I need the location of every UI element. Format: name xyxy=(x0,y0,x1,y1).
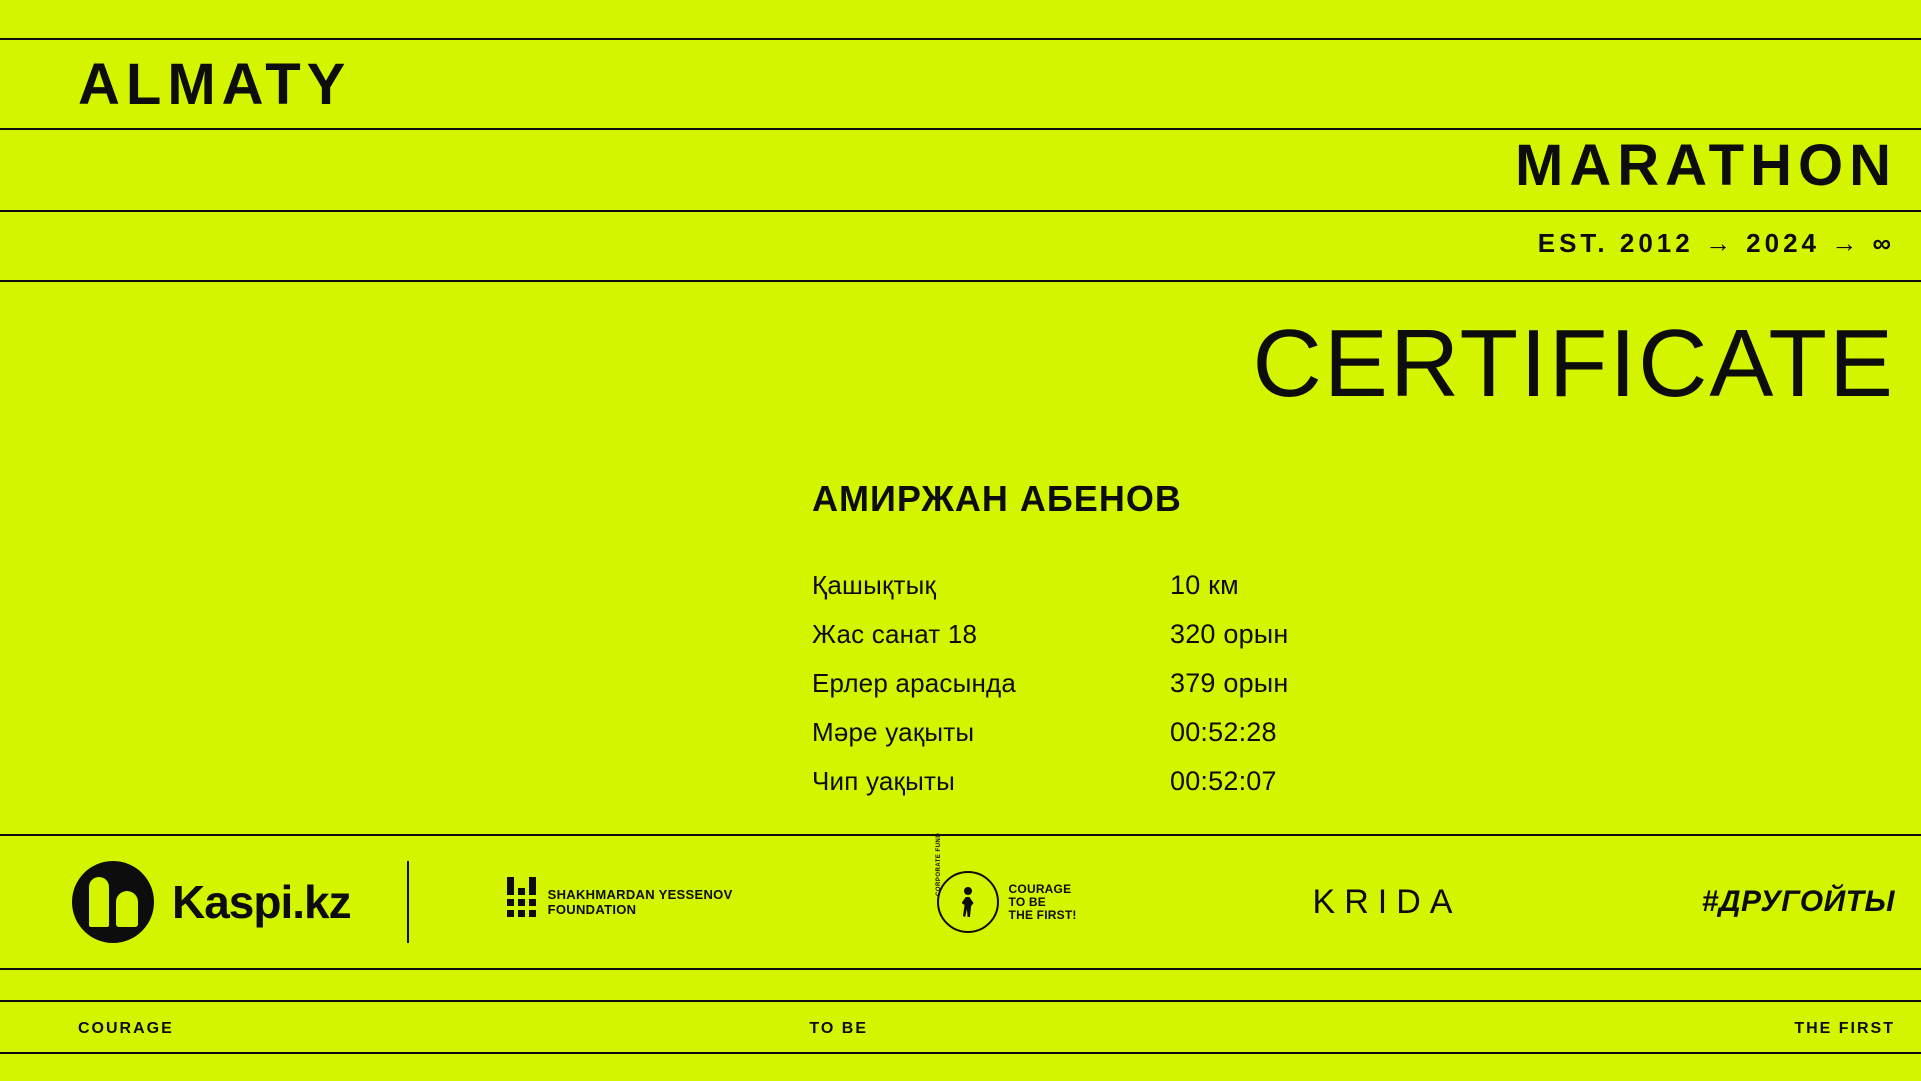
sponsor-krida: KRIDA xyxy=(1312,882,1462,921)
table-row xyxy=(812,717,1572,748)
established-line: EST. 2012 → 2024 → ∞ xyxy=(1537,228,1895,258)
corporate-line-2: TO BE xyxy=(1008,894,1046,909)
footer-rule-bottom xyxy=(0,1052,1921,1054)
result-label: Қашықтық xyxy=(812,570,937,600)
header-rule-3 xyxy=(0,210,1921,212)
footer-left: COURAGE xyxy=(78,1020,174,1037)
results-table xyxy=(812,570,1572,815)
result-value: 10 км xyxy=(1170,570,1239,600)
footer-rule-top xyxy=(0,1000,1921,1002)
yessenov-logo-icon xyxy=(507,888,536,917)
result-label: Мәре уақыты xyxy=(812,717,975,747)
sponsor-divider xyxy=(407,861,409,943)
runner-icon xyxy=(961,887,975,917)
sponsor-drugoyty: #ДРУГОЙТЫ xyxy=(1701,885,1895,918)
footer-right: THE FIRST xyxy=(1794,1020,1895,1037)
result-value: 00:52:07 xyxy=(1170,766,1277,796)
footer-middle: TO BE xyxy=(809,1020,868,1037)
table-row xyxy=(812,766,1572,797)
athlete-name: АМИРЖАН АБЕНОВ xyxy=(812,478,1182,519)
result-value: 320 орын xyxy=(1170,619,1289,649)
result-value: 379 орын xyxy=(1170,668,1289,698)
sponsor-yessenov xyxy=(507,887,733,917)
brand-marathon: MARATHON xyxy=(1515,133,1897,198)
sponsor-corporate-fund xyxy=(935,832,1077,933)
kaspi-wordmark: Kaspi.kz xyxy=(172,876,351,928)
corporate-fund-logo-icon xyxy=(935,832,999,933)
yessenov-line-2: FOUNDATION xyxy=(547,902,637,917)
result-value: 00:52:28 xyxy=(1170,717,1277,747)
table-row xyxy=(812,570,1572,601)
footer-slogan xyxy=(0,1020,1921,1038)
corporate-fund-wordmark xyxy=(999,883,1077,922)
page-title: CERTIFICATE xyxy=(1252,310,1895,417)
result-label: Жас санат 18 xyxy=(812,619,978,649)
header-rule-4 xyxy=(0,280,1921,282)
sponsors-bar xyxy=(0,832,1921,968)
header-rule-1 xyxy=(0,38,1921,40)
sponsors-rule-bottom xyxy=(0,968,1921,970)
corporate-line-1: COURAGE xyxy=(1008,881,1072,896)
corporate-fund-ring-label: CORPORATE FUND xyxy=(935,832,942,896)
table-row xyxy=(812,619,1572,650)
sponsor-kaspi xyxy=(72,861,351,943)
table-row xyxy=(812,668,1572,699)
yessenov-wordmark xyxy=(548,887,733,917)
yessenov-line-1: SHAKHMARDAN YESSENOV xyxy=(547,887,733,902)
result-label: Чип уақыты xyxy=(812,766,955,796)
corporate-line-3: THE FIRST! xyxy=(1008,907,1077,922)
brand-almaty: ALMATY xyxy=(78,52,352,117)
result-label: Ерлер арасында xyxy=(812,668,1017,698)
kaspi-logo-icon xyxy=(72,861,154,943)
